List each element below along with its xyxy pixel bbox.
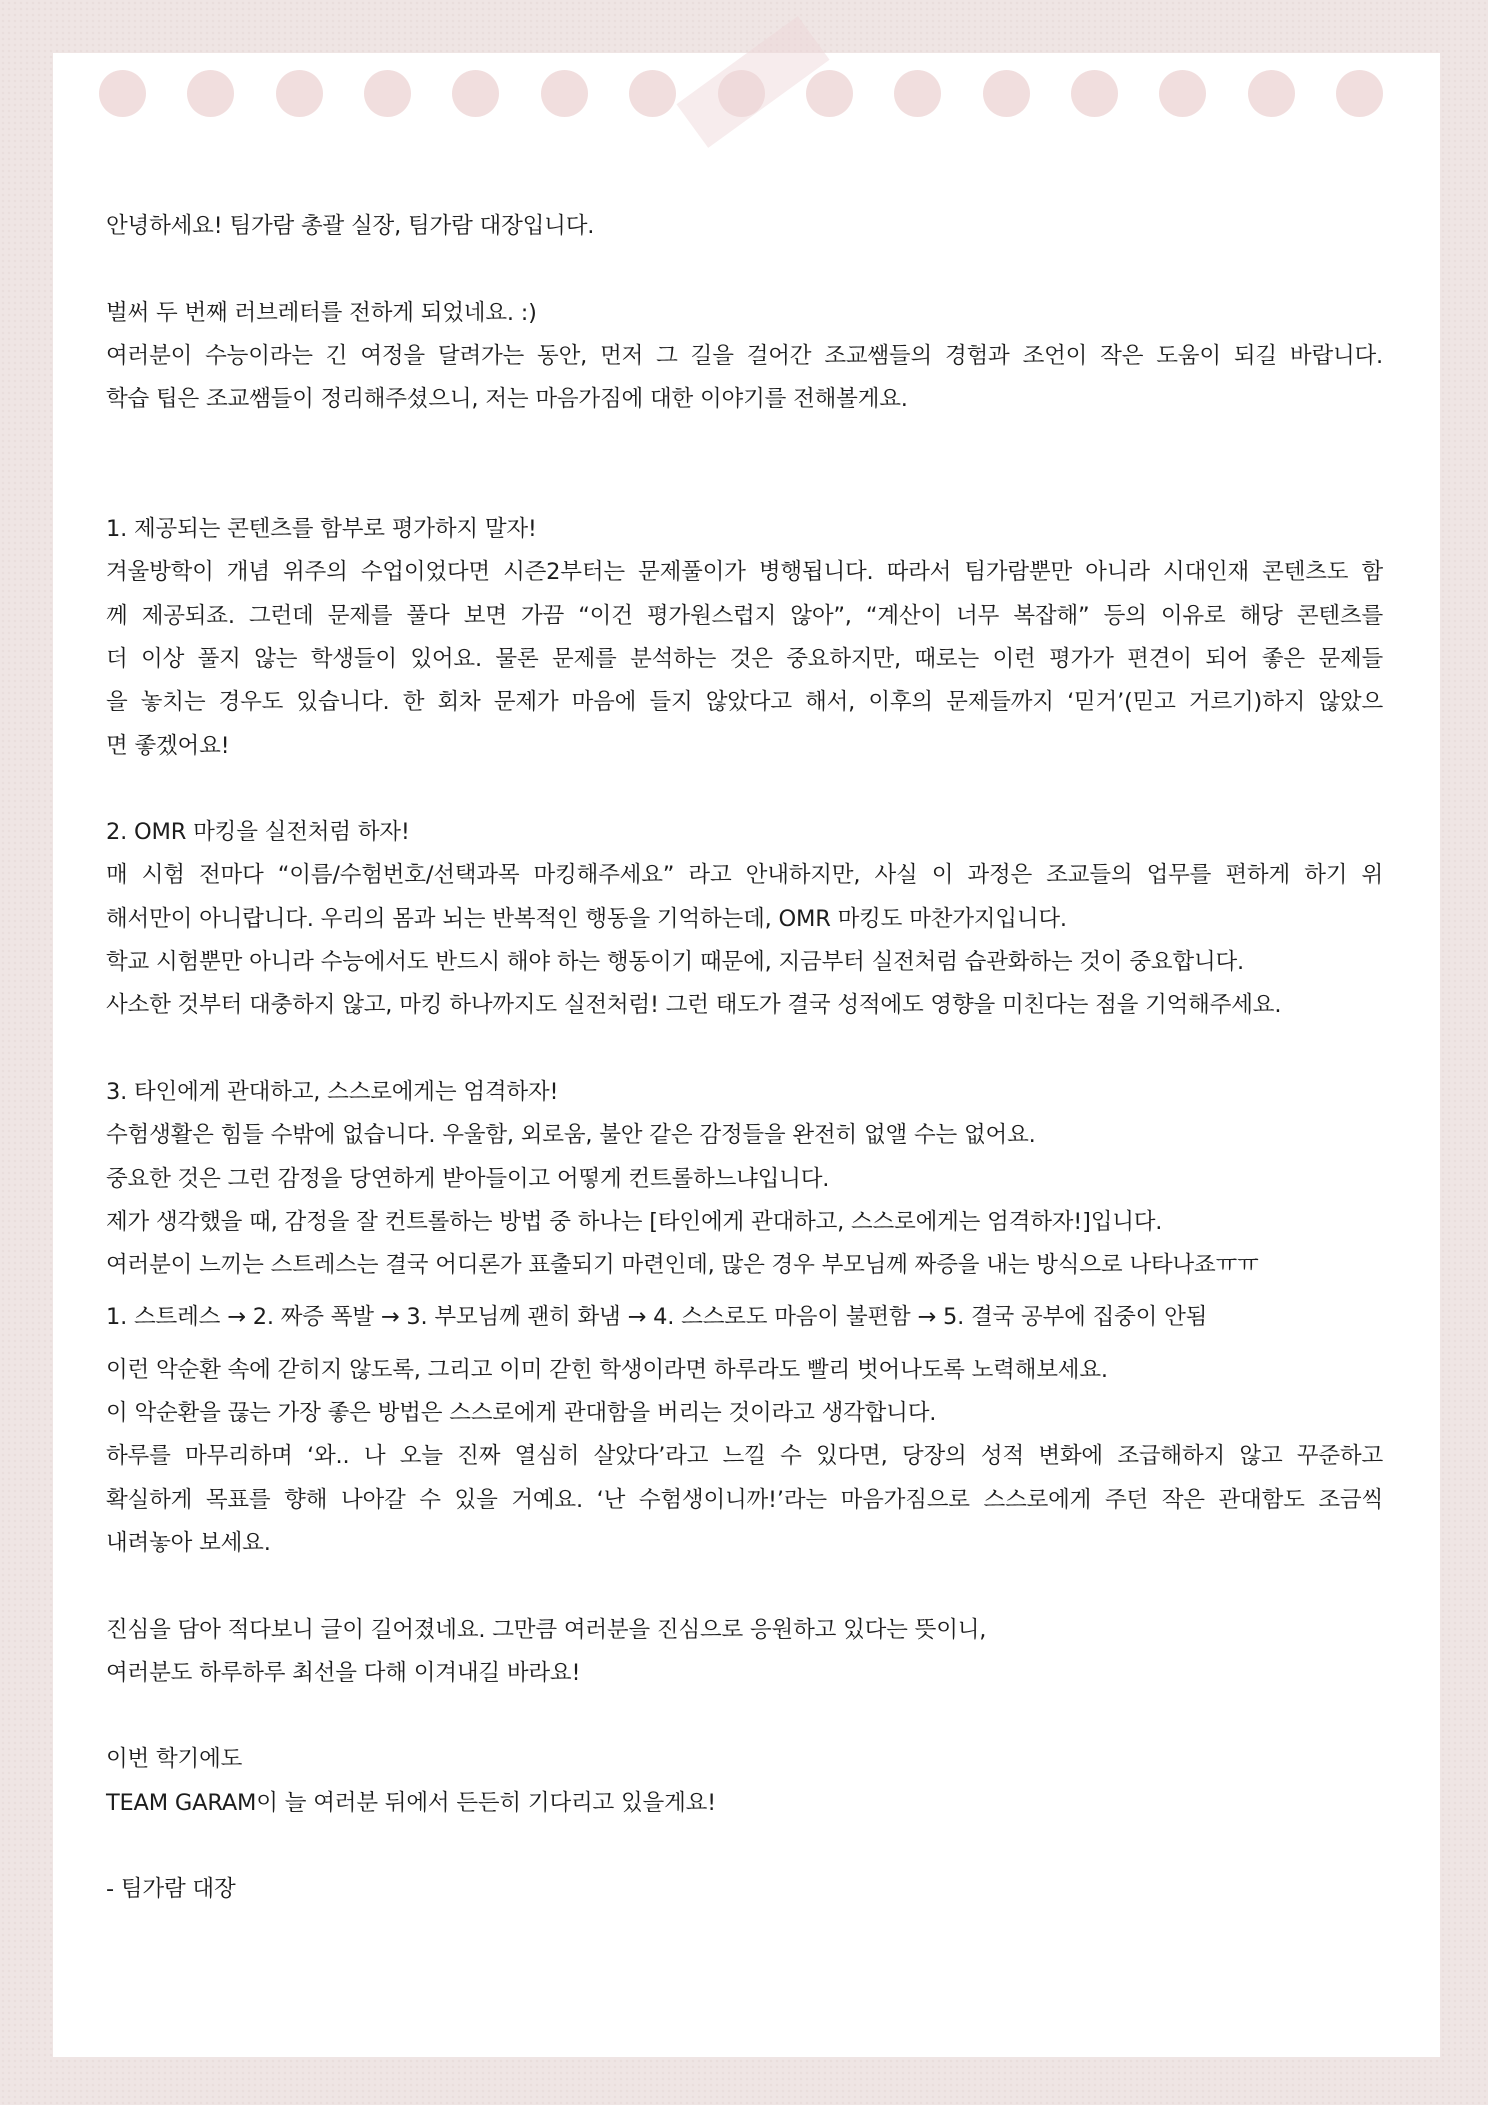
paragraph-line: 이런 악순환 속에 갇히지 않도록, 그리고 이미 갇힌 학생이라면 하루라도 빨리 벗어나도록 노력해보세요. bbox=[106, 1356, 1108, 1383]
signature: - 팀가람 대장 bbox=[106, 1876, 236, 1903]
paragraph-line: 매 시험 전마다 “이름/수험번호/선택과목 마킹해주세요” 라고 안내하지만, 사실 이 과정은 조교들의 업무를 편하게 하기 위 bbox=[106, 862, 1383, 889]
paragraph-line: 면 좋겠어요! bbox=[106, 732, 230, 759]
binder-hole bbox=[187, 70, 234, 117]
paragraph-line: 수험생활은 힘들 수밖에 없습니다. 우울함, 외로움, 불안 같은 감정들을 완전히 없앨 수는 없어요. bbox=[106, 1122, 1036, 1149]
binder-hole bbox=[629, 70, 676, 117]
section-title: 1. 제공되는 콘텐츠를 함부로 평가하지 말자! bbox=[106, 516, 537, 543]
washi-tape bbox=[676, 16, 829, 148]
binder-hole bbox=[276, 70, 323, 117]
paragraph-line: 께 제공되죠. 그런데 문제를 풀다 보면 가끔 “이건 평가원스럽지 않아”, “계산이 너무 복잡해” 등의 이유로 해당 콘텐츠를 bbox=[106, 602, 1383, 629]
binder-hole bbox=[452, 70, 499, 117]
binder-hole bbox=[364, 70, 411, 117]
section-title: 3. 타인에게 관대하고, 스스로에게는 엄격하자! bbox=[106, 1078, 559, 1105]
intro-line: 학습 팁은 조교쌤들이 정리해주셨으니, 저는 마음가짐에 대한 이야기를 전해볼게요. bbox=[106, 386, 908, 413]
binder-hole bbox=[541, 70, 588, 117]
binder-hole bbox=[1248, 70, 1295, 117]
outro-line: 이번 학기에도 bbox=[106, 1746, 243, 1773]
intro-line: 여러분이 수능이라는 긴 여정을 달려가는 동안, 먼저 그 길을 걸어간 조교쌤들의 경험과 조언이 작은 도움이 되길 바랍니다. bbox=[106, 342, 1383, 369]
binder-hole bbox=[983, 70, 1030, 117]
outro-line: TEAM GARAM이 늘 여러분 뒤에서 든든히 기다리고 있을게요! bbox=[106, 1789, 716, 1816]
intro-line: 벌써 두 번째 러브레터를 전하게 되었네요. :) bbox=[106, 299, 537, 326]
stress-flow: 1. 스트레스 → 2. 짜증 폭발 → 3. 부모님께 괜히 화냄 → 4. 스스로도 마음이 불편함 → 5. 결국 공부에 집중이 안됨 bbox=[106, 1304, 1208, 1331]
paragraph-line: 중요한 것은 그런 감정을 당연하게 받아들이고 어떻게 컨트롤하느냐입니다. bbox=[106, 1165, 830, 1192]
paragraph-line: 하루를 마무리하며 ‘와.. 나 오늘 진짜 열심히 살았다’라고 느낄 수 있다면, 당장의 성적 변화에 조급해하지 않고 꾸준하고 bbox=[106, 1443, 1383, 1470]
greeting: 안녕하세요! 팀가람 총괄 실장, 팀가람 대장입니다. bbox=[106, 213, 595, 239]
paragraph-line: 사소한 것부터 대충하지 않고, 마킹 하나까지도 실전처럼! 그런 태도가 결국 성적에도 영향을 미친다는 점을 기억해주세요. bbox=[106, 992, 1282, 1019]
paragraph-line: 을 놓치는 경우도 있습니다. 한 회차 문제가 마음에 들지 않았다고 해서, 이후의 문제들까지 ‘믿거’(믿고 거르기)하지 않았으 bbox=[106, 689, 1383, 716]
paragraph-line: 학교 시험뿐만 아니라 수능에서도 반드시 해야 하는 행동이기 때문에, 지금부터 실전처럼 습관화하는 것이 중요합니다. bbox=[106, 949, 1244, 976]
paragraph-line: 여러분이 느끼는 스트레스는 결국 어디론가 표출되기 마련인데, 많은 경우 부모님께 짜증을 내는 방식으로 나타나죠ㅠㅠ bbox=[106, 1252, 1259, 1279]
binder-hole bbox=[806, 70, 853, 117]
paragraph-line: 제가 생각했을 때, 감정을 잘 컨트롤하는 방법 중 하나는 [타인에게 관대하고, 스스로에게는 엄격하자!]입니다. bbox=[106, 1208, 1163, 1235]
paragraph-line: 이 악순환을 끊는 가장 좋은 방법은 스스로에게 관대함을 버리는 것이라고 생각합니다. bbox=[106, 1400, 937, 1427]
paragraph-line: 확실하게 목표를 향해 나아갈 수 있을 거예요. ‘난 수험생이니까!’라는 마음가짐으로 스스로에게 주던 작은 관대함도 조금씩 bbox=[106, 1486, 1383, 1513]
binder-hole bbox=[1336, 70, 1383, 117]
letter-body bbox=[106, 205, 1383, 1912]
binder-hole bbox=[1159, 70, 1206, 117]
section-title: 2. OMR 마킹을 실전처럼 하자! bbox=[106, 819, 410, 846]
binder-hole bbox=[99, 70, 146, 117]
closing-line: 진심을 담아 적다보니 글이 길어졌네요. 그만큼 여러분을 진심으로 응원하고 있다는 뜻이니, bbox=[106, 1616, 987, 1643]
paragraph-line: 내려놓아 보세요. bbox=[106, 1529, 271, 1556]
paragraph-line: 겨울방학이 개념 위주의 수업이었다면 시즌2부터는 문제풀이가 병행됩니다. 따라서 팀가람뿐만 아니라 시대인재 콘텐츠도 함 bbox=[106, 559, 1383, 586]
closing-line: 여러분도 하루하루 최선을 다해 이겨내길 바라요! bbox=[106, 1659, 581, 1686]
paragraph-line: 더 이상 풀지 않는 학생들이 있어요. 물론 문제를 분석하는 것은 중요하지만, 때로는 이런 평가가 편견이 되어 좋은 문제들 bbox=[106, 645, 1383, 672]
paragraph-line: 해서만이 아니랍니다. 우리의 몸과 뇌는 반복적인 행동을 기억하는데, OMR 마킹도 마찬가지입니다. bbox=[106, 905, 1067, 932]
binder-hole bbox=[894, 70, 941, 117]
binder-hole bbox=[1071, 70, 1118, 117]
